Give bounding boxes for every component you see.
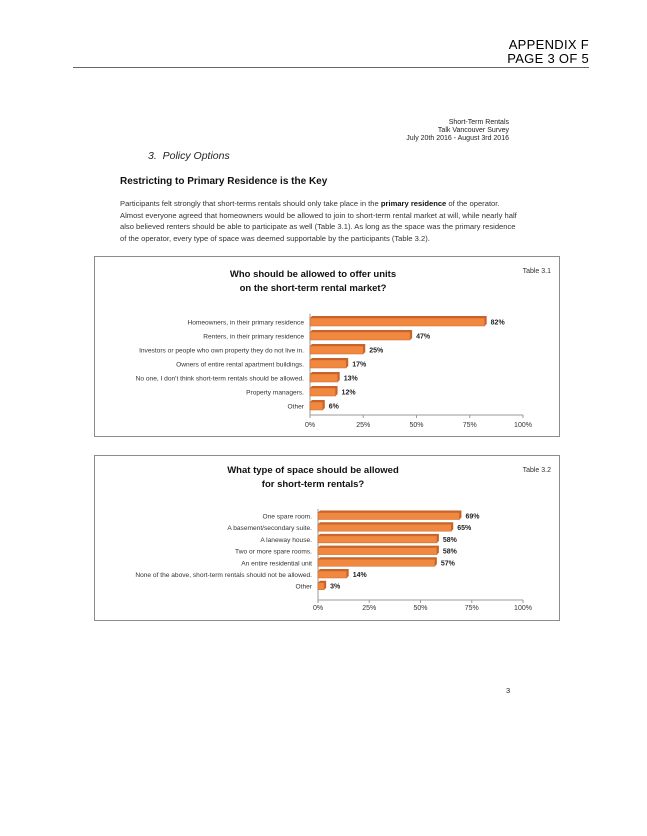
appendix-label: APPENDIX F bbox=[508, 37, 589, 52]
bar-value-label: 58% bbox=[442, 536, 457, 544]
category-label: Owners of entire rental apartment buildings. bbox=[176, 361, 304, 369]
chart-svg-1 bbox=[95, 257, 561, 438]
bar-value-label: 57% bbox=[440, 560, 455, 568]
appendix-page: PAGE 3 OF 5 bbox=[507, 51, 589, 66]
table-label: Table 3.2 bbox=[522, 467, 551, 474]
bar bbox=[310, 388, 336, 396]
bar bbox=[318, 559, 435, 566]
survey-info bbox=[406, 119, 509, 143]
bar bbox=[310, 374, 338, 382]
x-tick-label: 25% bbox=[362, 605, 377, 612]
chart-table-3-1 bbox=[94, 256, 560, 437]
bar bbox=[318, 513, 459, 520]
category-label: No one, I don't think short-term rentals should be allowed. bbox=[135, 375, 304, 383]
table-label: Table 3.1 bbox=[522, 268, 551, 275]
x-tick-label: 50% bbox=[409, 422, 424, 429]
x-tick-label: 100% bbox=[514, 422, 532, 429]
x-tick-label: 50% bbox=[413, 605, 428, 612]
category-label: Other bbox=[295, 583, 312, 591]
x-tick-label: 25% bbox=[356, 422, 371, 429]
chart-table-3-2 bbox=[94, 455, 560, 621]
chart-title-line: Who should be allowed to offer units bbox=[229, 269, 397, 280]
survey-dates: July 20th 2016 - August 3rd 2016 bbox=[406, 135, 509, 142]
category-label: One spare room. bbox=[262, 513, 312, 521]
category-label: An entire residential unit bbox=[241, 560, 312, 568]
category-label: A laneway house. bbox=[260, 536, 312, 544]
x-tick-label: 0% bbox=[312, 605, 324, 612]
category-label: None of the above, short-term rentals should not be allowed. bbox=[135, 572, 312, 579]
category-label: Property managers. bbox=[246, 389, 304, 397]
bar-value-label: 65% bbox=[457, 525, 472, 533]
chart-title-line: on the short-term rental market? bbox=[239, 283, 387, 294]
category-label: Two or more spare rooms. bbox=[235, 548, 312, 556]
bar bbox=[310, 318, 485, 326]
category-label: Investors or people who own property they do not live in. bbox=[139, 347, 304, 355]
x-tick-label: 75% bbox=[462, 422, 477, 429]
bar-value-label: 82% bbox=[490, 319, 505, 327]
category-label: Homeowners, in their primary residence bbox=[187, 319, 304, 327]
bar bbox=[318, 536, 437, 543]
bar-value-label: 47% bbox=[416, 333, 431, 341]
survey-org: Talk Vancouver Survey bbox=[437, 127, 509, 134]
bar bbox=[318, 571, 347, 578]
body-text-part2: of the operator. Almost everyone agreed that homeowners would be allowed to join to short-term rental market at will, while nearly half also believed renters should be able to participate as well (Table 3.1). As long as the space was the primary residence of the operator, every type of space was deemed supportable by the participants (Table 3.2). bbox=[120, 199, 517, 243]
bar-value-label: 69% bbox=[465, 513, 480, 521]
bar bbox=[318, 548, 437, 555]
bar-value-label: 58% bbox=[442, 548, 457, 556]
appendix-header bbox=[507, 38, 589, 66]
survey-name: Short-Term Rentals bbox=[448, 119, 509, 126]
chart-title-line: for short-term rentals? bbox=[261, 479, 365, 490]
bar bbox=[310, 360, 346, 368]
bar bbox=[310, 346, 363, 354]
bar-value-label: 17% bbox=[352, 361, 367, 369]
bar-value-label: 14% bbox=[352, 572, 367, 579]
chart-svg-2 bbox=[95, 456, 561, 622]
bar-value-label: 12% bbox=[341, 389, 356, 397]
header-divider bbox=[73, 67, 589, 68]
section-title: Policy Options bbox=[162, 150, 230, 162]
section-number: 3. bbox=[148, 150, 157, 162]
body-text-bold: primary residence bbox=[380, 199, 447, 208]
x-tick-label: 75% bbox=[464, 605, 479, 612]
bar bbox=[318, 524, 451, 531]
bar-value-label: 25% bbox=[369, 347, 384, 355]
x-tick-label: 100% bbox=[514, 605, 532, 612]
bar-value-label: 13% bbox=[343, 375, 358, 383]
bar bbox=[310, 332, 410, 340]
bar-value-label: 6% bbox=[328, 403, 339, 411]
section-heading bbox=[148, 150, 230, 162]
bar-value-label: 3% bbox=[330, 583, 341, 591]
body-text-part1: Participants felt strongly that short-terms rentals should only take place in the bbox=[120, 199, 381, 208]
category-label: Other bbox=[287, 403, 304, 411]
sub-heading: Restricting to Primary Residence is the Key bbox=[120, 176, 328, 187]
page-number: 3 bbox=[506, 686, 511, 695]
x-tick-label: 0% bbox=[304, 422, 316, 429]
bar bbox=[310, 402, 323, 410]
body-paragraph bbox=[120, 198, 520, 244]
chart-title-line: What type of space should be allowed bbox=[227, 465, 399, 476]
category-label: Renters, in their primary residence bbox=[203, 333, 304, 341]
bar bbox=[318, 583, 324, 590]
category-label: A basement/secondary suite. bbox=[227, 525, 312, 533]
